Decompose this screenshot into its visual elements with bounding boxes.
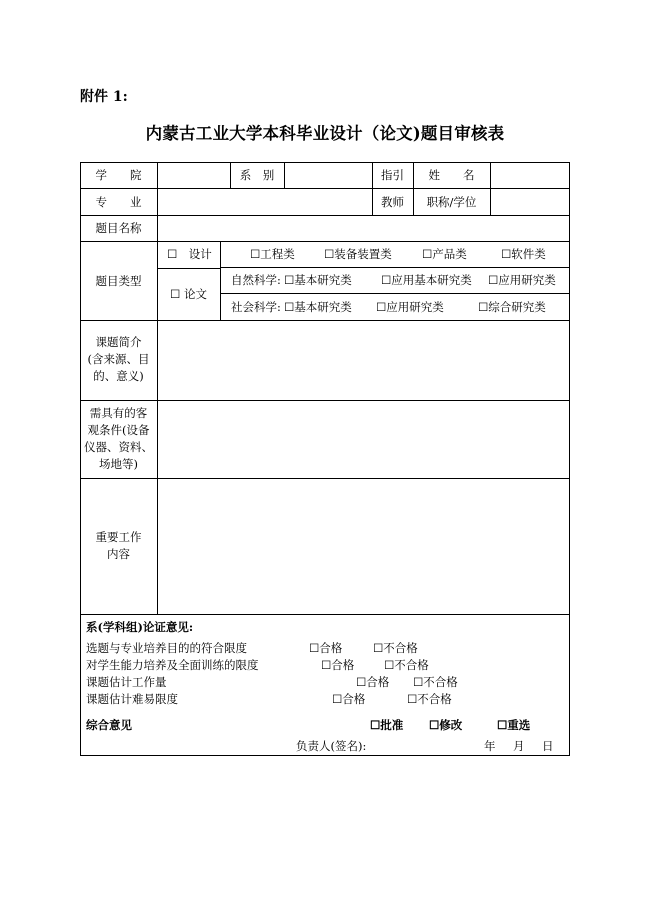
row-divider (80, 188, 570, 189)
advisor-label: 指引 (381, 168, 404, 182)
col-divider (284, 162, 285, 188)
pass-checkbox[interactable]: ☐合格 (332, 692, 366, 706)
option-software[interactable]: ☐软件类 (501, 247, 546, 261)
attachment-label: 附件 1: (80, 89, 128, 105)
option-natural-applied-basic[interactable]: ☐应用基本研究类 (381, 273, 472, 287)
major-label: 专 业 (95, 195, 142, 209)
review-row-label: 对学生能力培养及全面训练的限度 (86, 658, 259, 672)
review-row-label: 课题估计工作量 (86, 675, 167, 689)
fail-checkbox[interactable]: ☐不合格 (373, 641, 418, 655)
conditions-label: 需具有的客 观条件(设备 仪器、资料、 场地等) (84, 406, 153, 471)
col-divider (490, 162, 491, 215)
option-product[interactable]: ☐产品类 (422, 247, 467, 261)
row-divider (80, 400, 570, 401)
option-natural-applied[interactable]: ☐应用研究类 (488, 273, 556, 287)
option-natural-basic[interactable]: ☐基本研究类 (284, 273, 352, 287)
topic-type-label: 题目类型 (95, 274, 142, 288)
pass-checkbox[interactable]: ☐合格 (309, 641, 343, 655)
signer-label: 负责人(签名): (296, 739, 367, 753)
approve-checkbox[interactable]: ☐批准 (370, 718, 404, 732)
fail-checkbox[interactable]: ☐不合格 (413, 675, 458, 689)
fail-checkbox[interactable]: ☐不合格 (384, 658, 429, 672)
month-label: 月 (513, 739, 525, 753)
work-content-label: 重要工作 内容 (95, 530, 142, 561)
year-label: 年 (484, 739, 496, 753)
row-divider (80, 614, 570, 615)
row-divider (80, 320, 570, 321)
reselect-checkbox[interactable]: ☐重选 (497, 718, 531, 732)
option-engineering[interactable]: ☐工程类 (250, 247, 295, 261)
row-divider (80, 241, 570, 242)
review-row-label: 选题与专业培养目的的符合限度 (86, 641, 247, 655)
revise-checkbox[interactable]: ☐修改 (429, 718, 463, 732)
row-divider (157, 268, 220, 269)
option-social-applied[interactable]: ☐应用研究类 (376, 300, 444, 314)
intro-label: 课题简介 (含来源、目 的、意义) (87, 335, 150, 383)
name-label: 姓 名 (428, 168, 475, 182)
thesis-checkbox[interactable]: ☐ 论文 (170, 287, 207, 301)
page-title: 内蒙古工业大学本科毕业设计（论文)题目审核表 (145, 124, 505, 143)
row-divider (220, 293, 570, 294)
review-row-label: 课题估计难易限度 (86, 692, 178, 706)
department-label: 系 别 (239, 168, 275, 182)
rank-label: 职称/学位 (426, 195, 477, 209)
row-divider (80, 215, 570, 216)
natural-science-label: 自然科学: (231, 273, 281, 287)
college-label: 学 院 (95, 168, 142, 182)
advisor-label-2: 教师 (381, 195, 404, 209)
social-science-label: 社会科学: (231, 300, 281, 314)
option-social-comprehensive[interactable]: ☐综合研究类 (478, 300, 546, 314)
summary-label: 综合意见 (86, 718, 132, 732)
row-divider (80, 478, 570, 479)
col-divider (157, 162, 158, 614)
pass-checkbox[interactable]: ☐合格 (321, 658, 355, 672)
design-checkbox[interactable]: ☐ 设计 (167, 247, 212, 261)
option-social-basic[interactable]: ☐基本研究类 (284, 300, 352, 314)
fail-checkbox[interactable]: ☐不合格 (407, 692, 452, 706)
day-label: 日 (542, 739, 554, 753)
pass-checkbox[interactable]: ☐合格 (356, 675, 390, 689)
review-title: 系(学科组)论证意见: (86, 620, 194, 634)
option-equipment[interactable]: ☐装备装置类 (324, 247, 392, 261)
row-divider (220, 267, 570, 268)
topic-name-label: 题目名称 (95, 221, 142, 235)
col-divider (220, 241, 221, 320)
